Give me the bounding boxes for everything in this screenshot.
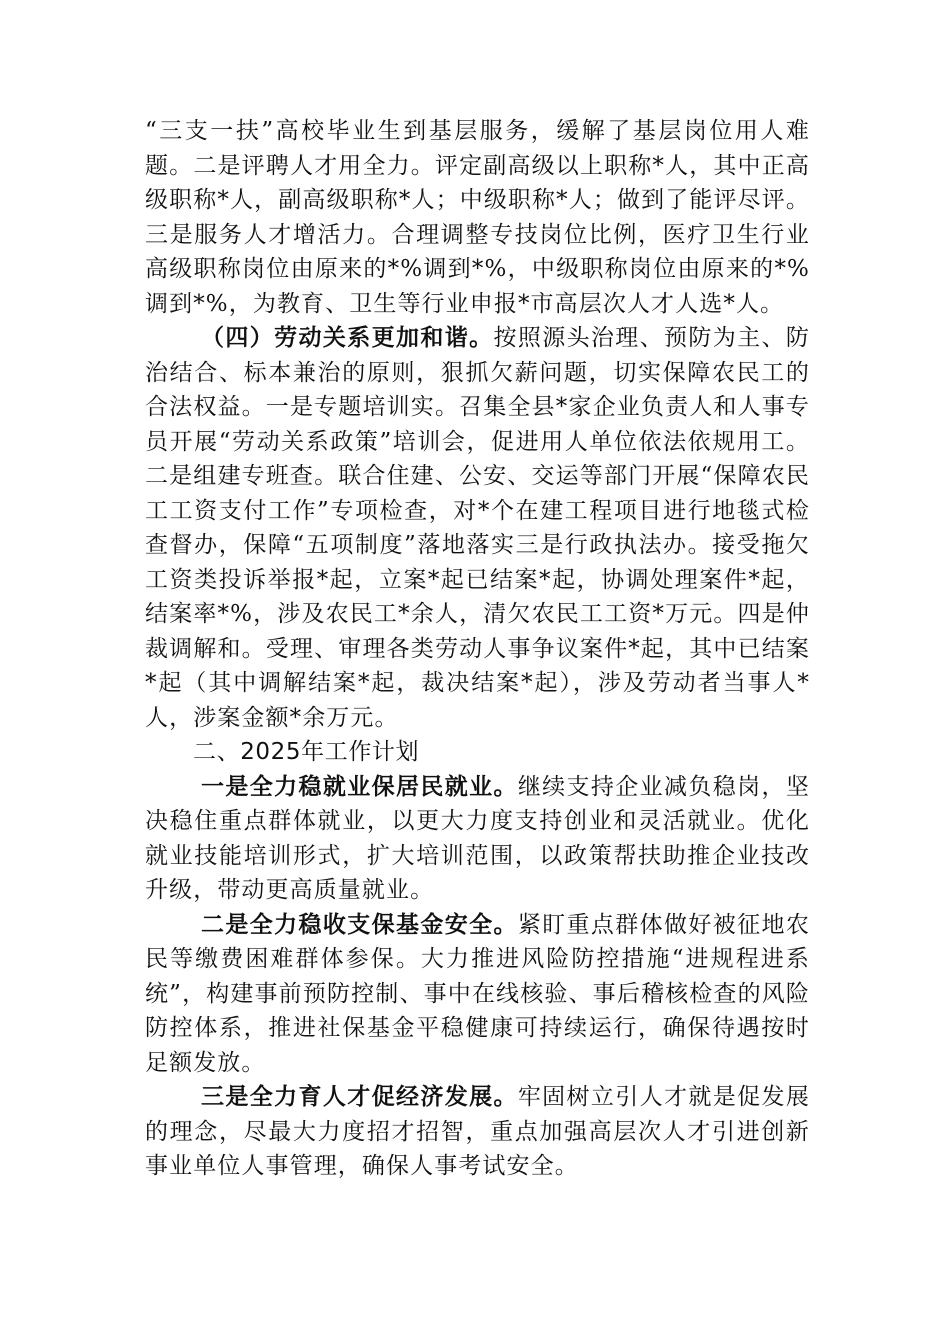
paragraph-plan-talent <box>145 1080 810 1184</box>
document-page <box>145 114 810 1184</box>
paragraph-plan-employment-body: 继续支持企业减负稳岗，坚决稳住重点群体就业，以更大力度支持创业和灵活就业。优化就业技能培训形式，扩大培训范围，以政策帮扶助推企业技改升级，带动更高质量就业。 <box>145 773 810 903</box>
paragraph-plan-talent-lead: 三是全力育人才促经济发展。 <box>201 1083 518 1110</box>
paragraph-labor-relations <box>145 321 810 735</box>
paragraph-plan-fund-safety <box>145 908 810 1081</box>
paragraph-plan-employment-lead: 一是全力稳就业保居民就业。 <box>201 772 518 800</box>
paragraph-labor-relations-body: 按照源头治理、预防为主、防治结合、标本兼治的原则，狠抓欠薪问题，切实保障农民工的合法权益。一是专题培训实。召集全县*家企业负责人和人事专员开展“劳动关系政策”培训会，促进用人单位依法依规用工。二是组建专班查。联合住建、公安、交运等部门开展“保障农民工工资支付工作”专项检查，对*个在建工程项目进行地毯式检查督办，保障“五项制度”落地落实三是行政执法办。接受拖欠工资类投诉举报*起，立案*起已结案*起，协调处理案件*起，结案率*%，涉及农民工*余人，清欠农民工工资*万元。四是仲裁调解和。受理、审理各类劳动人事争议案件*起，其中已结案*起（其中调解结案*起，裁决结案*起），涉及劳动者当事人*人，涉案金额*余万元。 <box>145 325 810 731</box>
section-heading-2025-plan: 二、2025年工作计划 <box>193 739 420 765</box>
paragraph-talent-continued: “三支一扶”高校毕业生到基层服务，缓解了基层岗位用人难题。二是评聘人才用全力。评定副高级以上职称*人，其中正高级职称*人，副高级职称*人；中级职称*人；做到了能评尽评。三是服务人才增活力。合理调整专技岗位比例，医疗卫生行业高级职称岗位由原来的*%调到*%，中级职称岗位由原来的*%调到*%，为教育、卫生等行业申报*市高层次人才人选*人。 <box>145 118 810 317</box>
paragraph-plan-fund-safety-lead: 二是全力稳收支保基金安全。 <box>201 910 518 938</box>
paragraph-labor-relations-lead: （四）劳动关系更加和谐。 <box>201 324 494 351</box>
paragraph-plan-talent-body: 牢固树立引人才就是促发展的理念，尽最大力度招才招智，重点加强高层次人才引进创新事业单位人事管理，确保人事考试安全。 <box>145 1084 810 1179</box>
paragraph-plan-fund-safety-body: 紧盯重点群体做好被征地农民等缴费困难群体参保。大力推进风险防控措施“进规程进系统”，构建事前预防控制、事中在线核验、事后稽核检查的风险防控体系，推进社保基金平稳健康可持续运行，确保待遇按时足额发放。 <box>145 911 810 1076</box>
paragraph-plan-employment <box>145 770 810 908</box>
